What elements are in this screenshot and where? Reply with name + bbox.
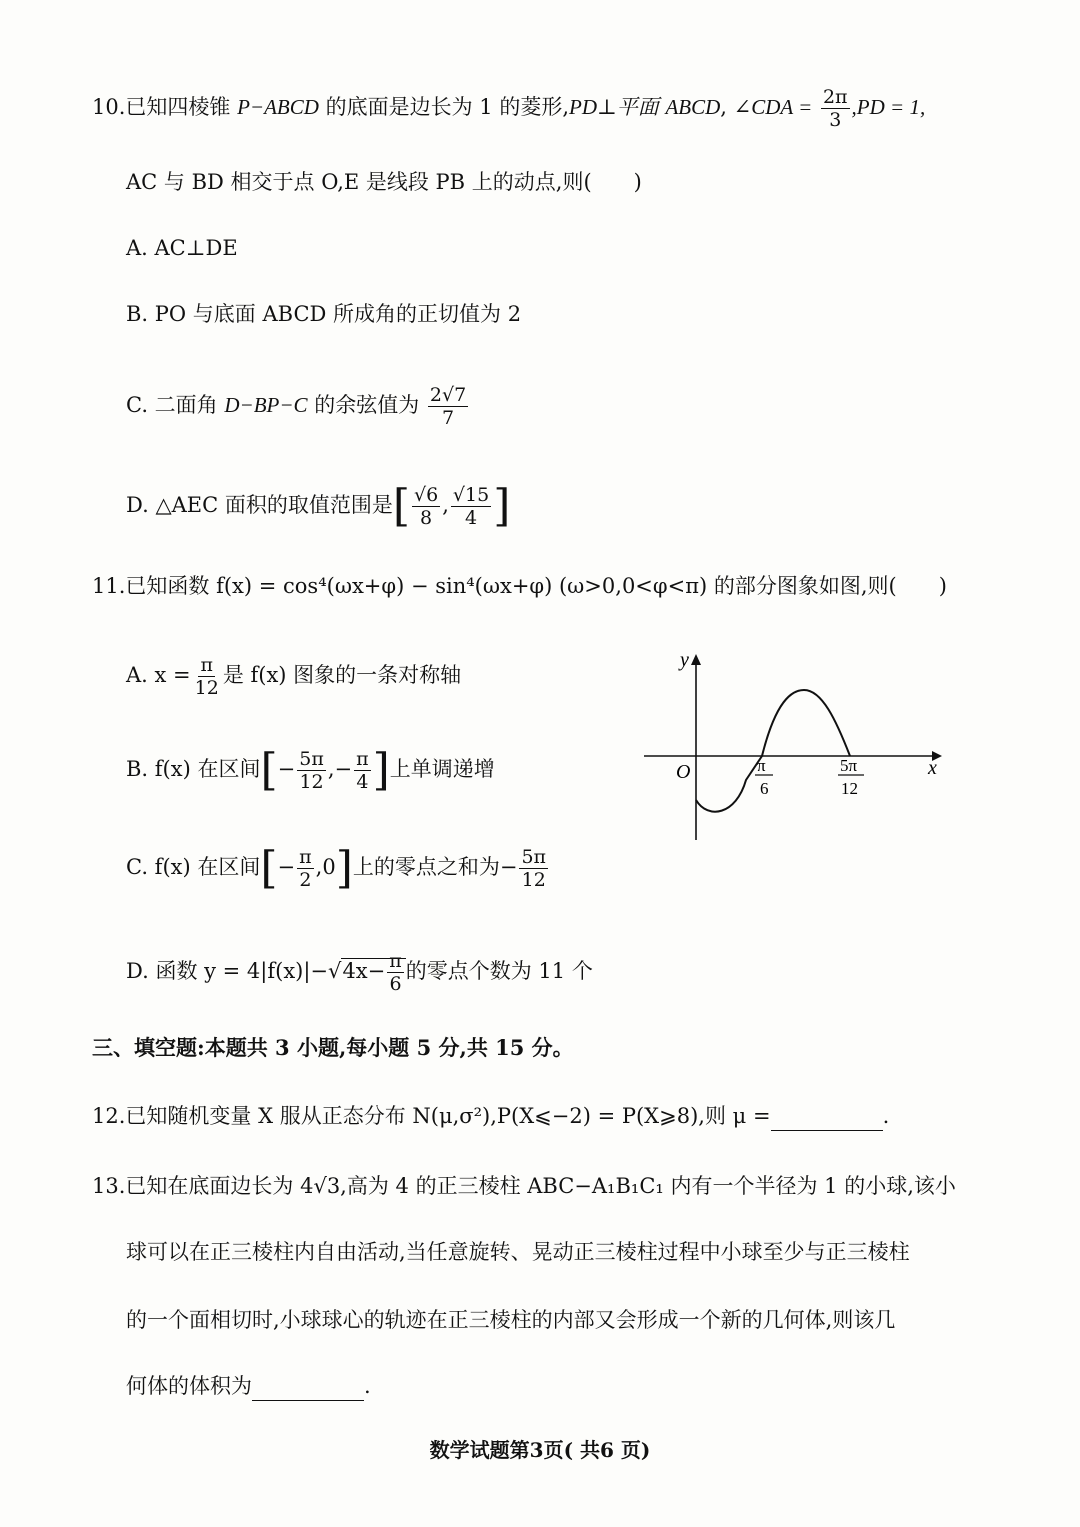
y-axis-label: y (680, 649, 689, 671)
section-3-heading: 三、填空题:本题共 3 小题,每小题 5 分,共 15 分。 (92, 1035, 574, 1060)
q10-option-b: B. PO 与底面 ABCD 所成角的正切值为 2 (126, 302, 522, 326)
q11-stem: 11.已知函数 f(x) = cos⁴(ωx+φ) − sin⁴(ωx+φ) (ω>0,0<φ<π) 的部分图象如图,则( ) (92, 574, 947, 598)
q10-stem: 10.已知四棱锥 P−ABCD 的底面是边长为 1 的菱形,PD⊥平面 ABCD, ∠CDA = $\frac{2\pi}{3}$ ,PD = 1, (92, 86, 926, 131)
y-axis-arrow (691, 654, 701, 665)
q13-line2: 球可以在正三棱柱内自由活动,当任意旋转、晃动正三棱柱过程中小球至少与正三棱柱 (126, 1240, 910, 1264)
q13-line1: 13.已知在底面边长为 4√3,高为 4 的正三棱柱 ABC−A₁B₁C₁ 内有一个半径为 1 的小球,该小 (92, 1174, 956, 1198)
q11-option-d: D. 函数 y = 4|f(x)|−√4x− $\frac{\pi}{6}$ 的零点个数为 11 个 (126, 950, 593, 995)
q11-option-b: B. f(x) 在区间[− $\frac{5\pi}{12}$ ,− $\frac{\pi}{4}$ ]上单调递增 (126, 744, 495, 796)
tick-5pi-12-den: 12 (841, 779, 858, 798)
q10-option-a: A. AC⊥DE (126, 236, 238, 260)
q10-stem-line2: AC 与 BD 相交于点 O,E 是线段 PB 上的动点,则( ) (126, 170, 642, 194)
q13-line4: 何体的体积为 . (126, 1372, 371, 1401)
origin-label: O (676, 761, 691, 783)
q10-angle-fraction: $\frac{2\pi}{3}$ (822, 86, 848, 131)
q11-option-a: A. x = $\frac{\pi}{12}$ 是 f(x) 图象的一条对称轴 (126, 654, 462, 699)
question-12: 12.已知随机变量 X 服从正态分布 N(μ,σ²),P(X⩽−2) = P(X⩾8),则 μ = . (92, 1102, 889, 1131)
q11-function-graph (636, 640, 956, 850)
sine-curve (696, 690, 850, 812)
q11-option-c: C. f(x) 在区间[− $\frac{\pi}{2}$ ,0]上的零点之和为− $\frac{5\pi}{12}$ (126, 842, 547, 894)
tick-pi-6-num: π (757, 756, 766, 775)
x-axis-label: x (928, 757, 937, 779)
q10-option-d: D. △AEC 面积的取值范围是[ $\frac{√6}{8}$ , $\frac{√15}{4}$ ] (126, 480, 511, 532)
tick-pi-6-den: 6 (760, 779, 769, 798)
q13-answer-blank[interactable] (252, 1372, 364, 1401)
q10-option-c: C. 二面角 D−BP−C 的余弦值为 $\frac{2√7}{7}$ (126, 384, 467, 429)
q12-answer-blank[interactable] (771, 1102, 883, 1131)
q13-line3: 的一个面相切时,小球球心的轨迹在正三棱柱的内部又会形成一个新的几何体,则该几 (126, 1308, 896, 1332)
page-footer: 数学试题第3页( 共6 页) (429, 1438, 651, 1462)
tick-5pi-12-num: 5π (840, 756, 858, 775)
